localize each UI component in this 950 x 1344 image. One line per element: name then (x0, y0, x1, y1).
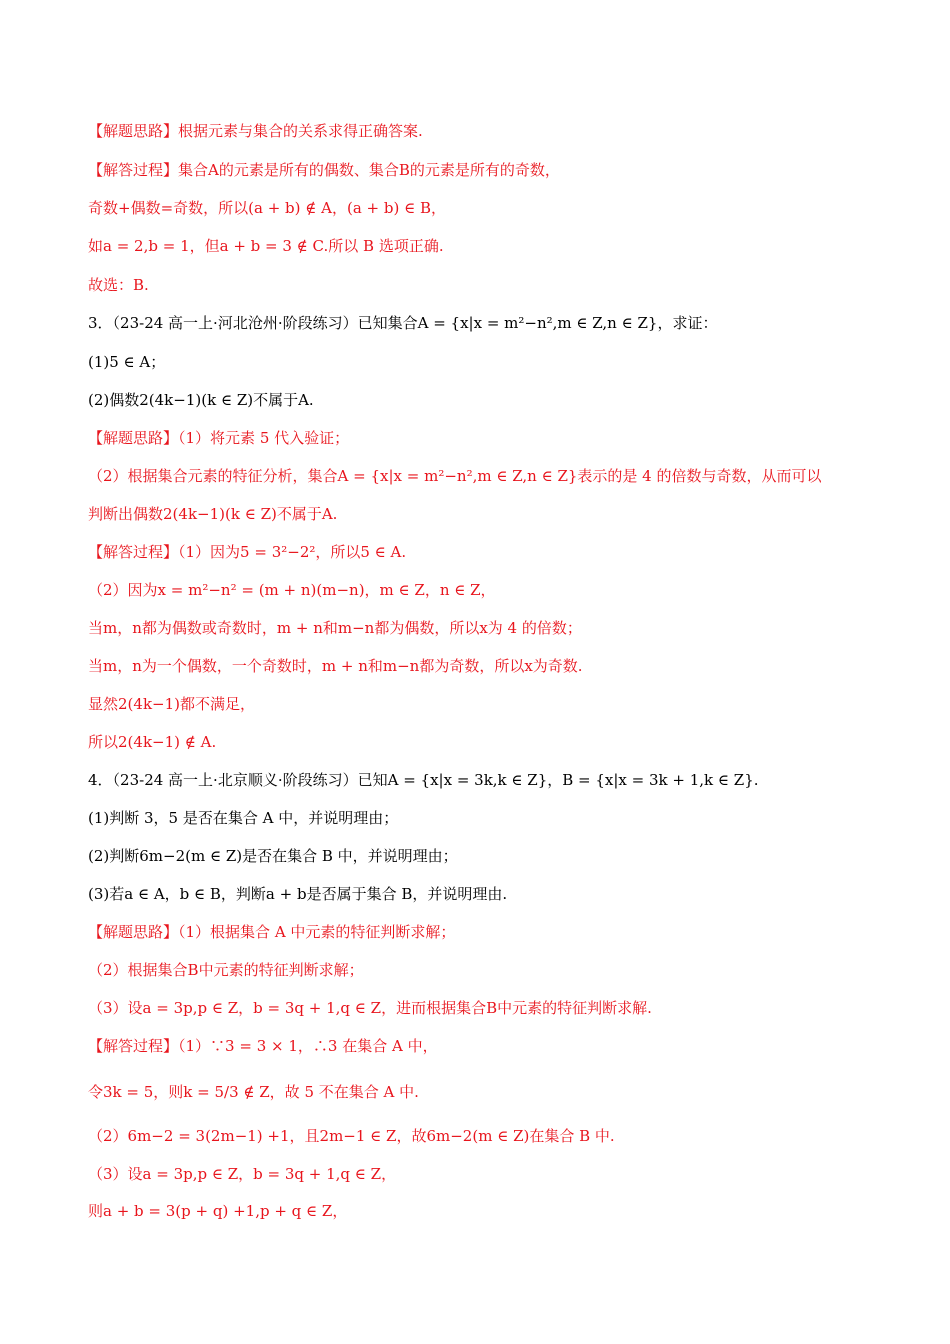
question-4-part-2: (2)判断6m−2(m ∈ Z)是否在集合 B 中，并说明理由； (88, 847, 458, 865)
text-line: 显然2(4k−1)都不满足， (88, 695, 255, 713)
text-line: 【解题思路】（1）根据集合 A 中元素的特征判断求解； (88, 923, 456, 941)
text-line: 【解题思路】（1）将元素 5 代入验证； (88, 429, 350, 447)
text-line: （2）根据集合元素的特征分析，集合A = {x|x = m²−n²,m ∈ Z,n ∈ Z}表示的是 4 的倍数与奇数，从而可以 (88, 467, 822, 485)
text-line: （3）设a = 3p,p ∈ Z，b = 3q + 1,q ∈ Z，进而根据集合B中元素的特征判断求解. (88, 999, 652, 1017)
question-4-part-1: (1)判断 3，5 是否在集合 A 中，并说明理由； (88, 809, 399, 827)
text-line: （2）因为x = m²−n² = (m + n)(m−n)，m ∈ Z，n ∈ Z， (88, 581, 496, 599)
question-4-stem: 4．（23-24 高一上·北京顺义·阶段练习）已知A = {x|x = 3k,k ∈ Z}，B = {x|x = 3k + 1,k ∈ Z}. (88, 771, 759, 789)
text-line: 所以2(4k−1) ∉ A. (88, 733, 217, 751)
text-line: 令3k = 5，则k = 5/3 ∉ Z，故 5 不在集合 A 中. (88, 1083, 419, 1101)
text-line: （2）根据集合B中元素的特征判断求解； (88, 961, 364, 979)
text-line: 当m，n都为偶数或奇数时，m + n和m−n都为偶数，所以x为 4 的倍数； (88, 619, 582, 637)
text-line: 奇数+偶数=奇数，所以(a + b) ∉ A，(a + b) ∈ B， (88, 199, 446, 217)
text-line: 如a = 2,b = 1，但a + b = 3 ∉ C.所以 B 选项正确. (88, 237, 444, 255)
question-3-part-1: (1)5 ∈ A； (88, 353, 166, 371)
text-line: 判断出偶数2(4k−1)(k ∈ Z)不属于A. (88, 505, 338, 523)
text-line: （3）设a = 3p,p ∈ Z，b = 3q + 1,q ∈ Z， (88, 1165, 397, 1183)
text-line: 当m，n为一个偶数，一个奇数时，m + n和m−n都为奇数，所以x为奇数. (88, 657, 583, 675)
question-4-part-3: (3)若a ∈ A，b ∈ B，判断a + b是否属于集合 B，并说明理由. (88, 885, 508, 903)
question-3-stem: 3．（23-24 高一上·河北沧州·阶段练习）已知集合A = {x|x = m²−n²,m ∈ Z,n ∈ Z}，求证： (88, 314, 718, 332)
text-line: 故选：B. (88, 276, 149, 294)
text-line: 【解答过程】（1）因为5 = 3²−2²，所以5 ∈ A. (88, 543, 407, 561)
text-line: （2）6m−2 = 3(2m−1) +1，且2m−1 ∈ Z，故6m−2(m ∈ Z)在集合 B 中. (88, 1127, 615, 1145)
text-line: 【解题思路】根据元素与集合的关系求得正确答案. (88, 122, 423, 140)
text-line: 【解答过程】集合A的元素是所有的偶数、集合B的元素是所有的奇数， (88, 161, 560, 179)
text-line: 【解答过程】（1）∵3 = 3 × 1，∴3 在集合 A 中， (88, 1037, 438, 1055)
question-3-part-2: (2)偶数2(4k−1)(k ∈ Z)不属于A. (88, 391, 314, 409)
text-line: 则a + b = 3(p + q) +1,p + q ∈ Z， (88, 1202, 348, 1220)
